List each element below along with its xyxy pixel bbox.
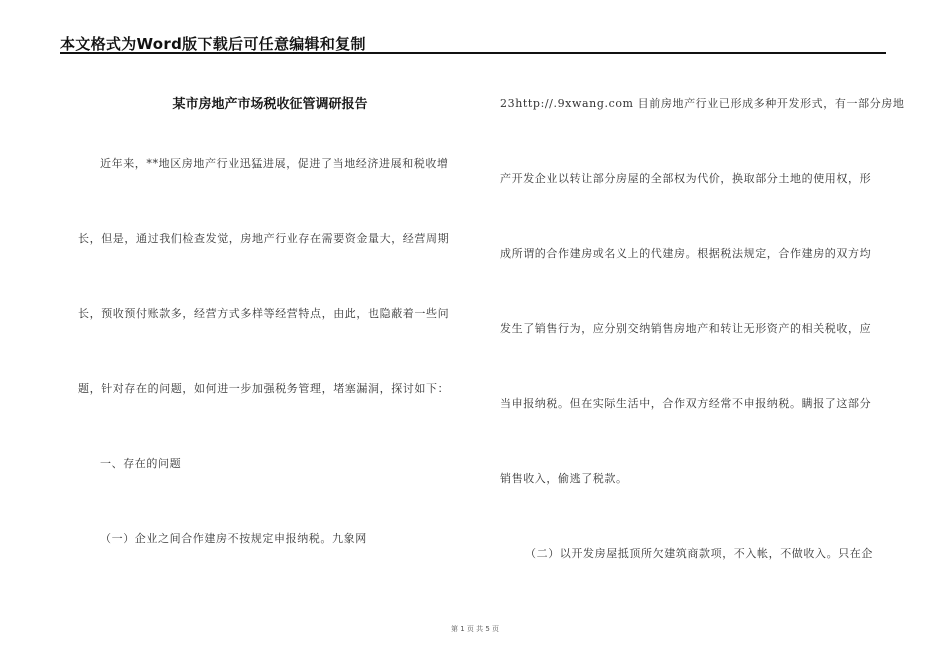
right-paragraph-line-4: 发生了销售行为，应分别交纳销售房地产和转让无形资产的相关税收，应 bbox=[500, 322, 872, 335]
document-title: 某市房地产市场税收征管调研报告 bbox=[172, 97, 368, 112]
left-paragraph-line-3: 长，预收预付账款多，经营方式多样等经营特点，由此，也隐蔽着一些问 bbox=[78, 307, 450, 320]
left-paragraph-line-1: 近年来，**地区房地产行业迅猛进展，促进了当地经济进展和税收增 bbox=[100, 157, 449, 170]
right-paragraph-line-2: 产开发企业以转让部分房屋的全部权为代价，换取部分土地的使用权，形 bbox=[500, 172, 872, 185]
subsection-heading-2: （二）以开发房屋抵顶所欠建筑商款项，不入帐，不做收入。只在企 bbox=[525, 547, 873, 560]
header-divider bbox=[60, 52, 886, 54]
right-paragraph-line-1: 23http://.9xwang.com 目前房地产行业已形成多种开发形式，有一部分房地 bbox=[500, 97, 905, 110]
page-number-footer: 第 1 页 共 5 页 bbox=[450, 625, 500, 633]
subsection-heading-1: （一）企业之间合作建房不按规定申报纳税。九象网 bbox=[100, 532, 367, 545]
document-header-banner: 本文格式为Word版下载后可任意编辑和复制 bbox=[60, 35, 366, 53]
section-heading-problems: 一、存在的问题 bbox=[100, 457, 182, 470]
left-paragraph-line-2: 长，但是，通过我们检查发觉，房地产行业存在需要资金量大，经营周期 bbox=[78, 232, 450, 245]
left-paragraph-line-4: 题，针对存在的问题，如何进一步加强税务管理，堵塞漏洞，探讨如下： bbox=[78, 382, 450, 395]
right-paragraph-line-3: 成所谓的合作建房或名义上的代建房。根据税法规定，合作建房的双方均 bbox=[500, 247, 872, 260]
right-paragraph-line-5: 当申报纳税。但在实际生活中，合作双方经常不申报纳税。瞒报了这部分 bbox=[500, 397, 872, 410]
right-paragraph-line-6: 销售收入，偷逃了税款。 bbox=[500, 472, 628, 485]
